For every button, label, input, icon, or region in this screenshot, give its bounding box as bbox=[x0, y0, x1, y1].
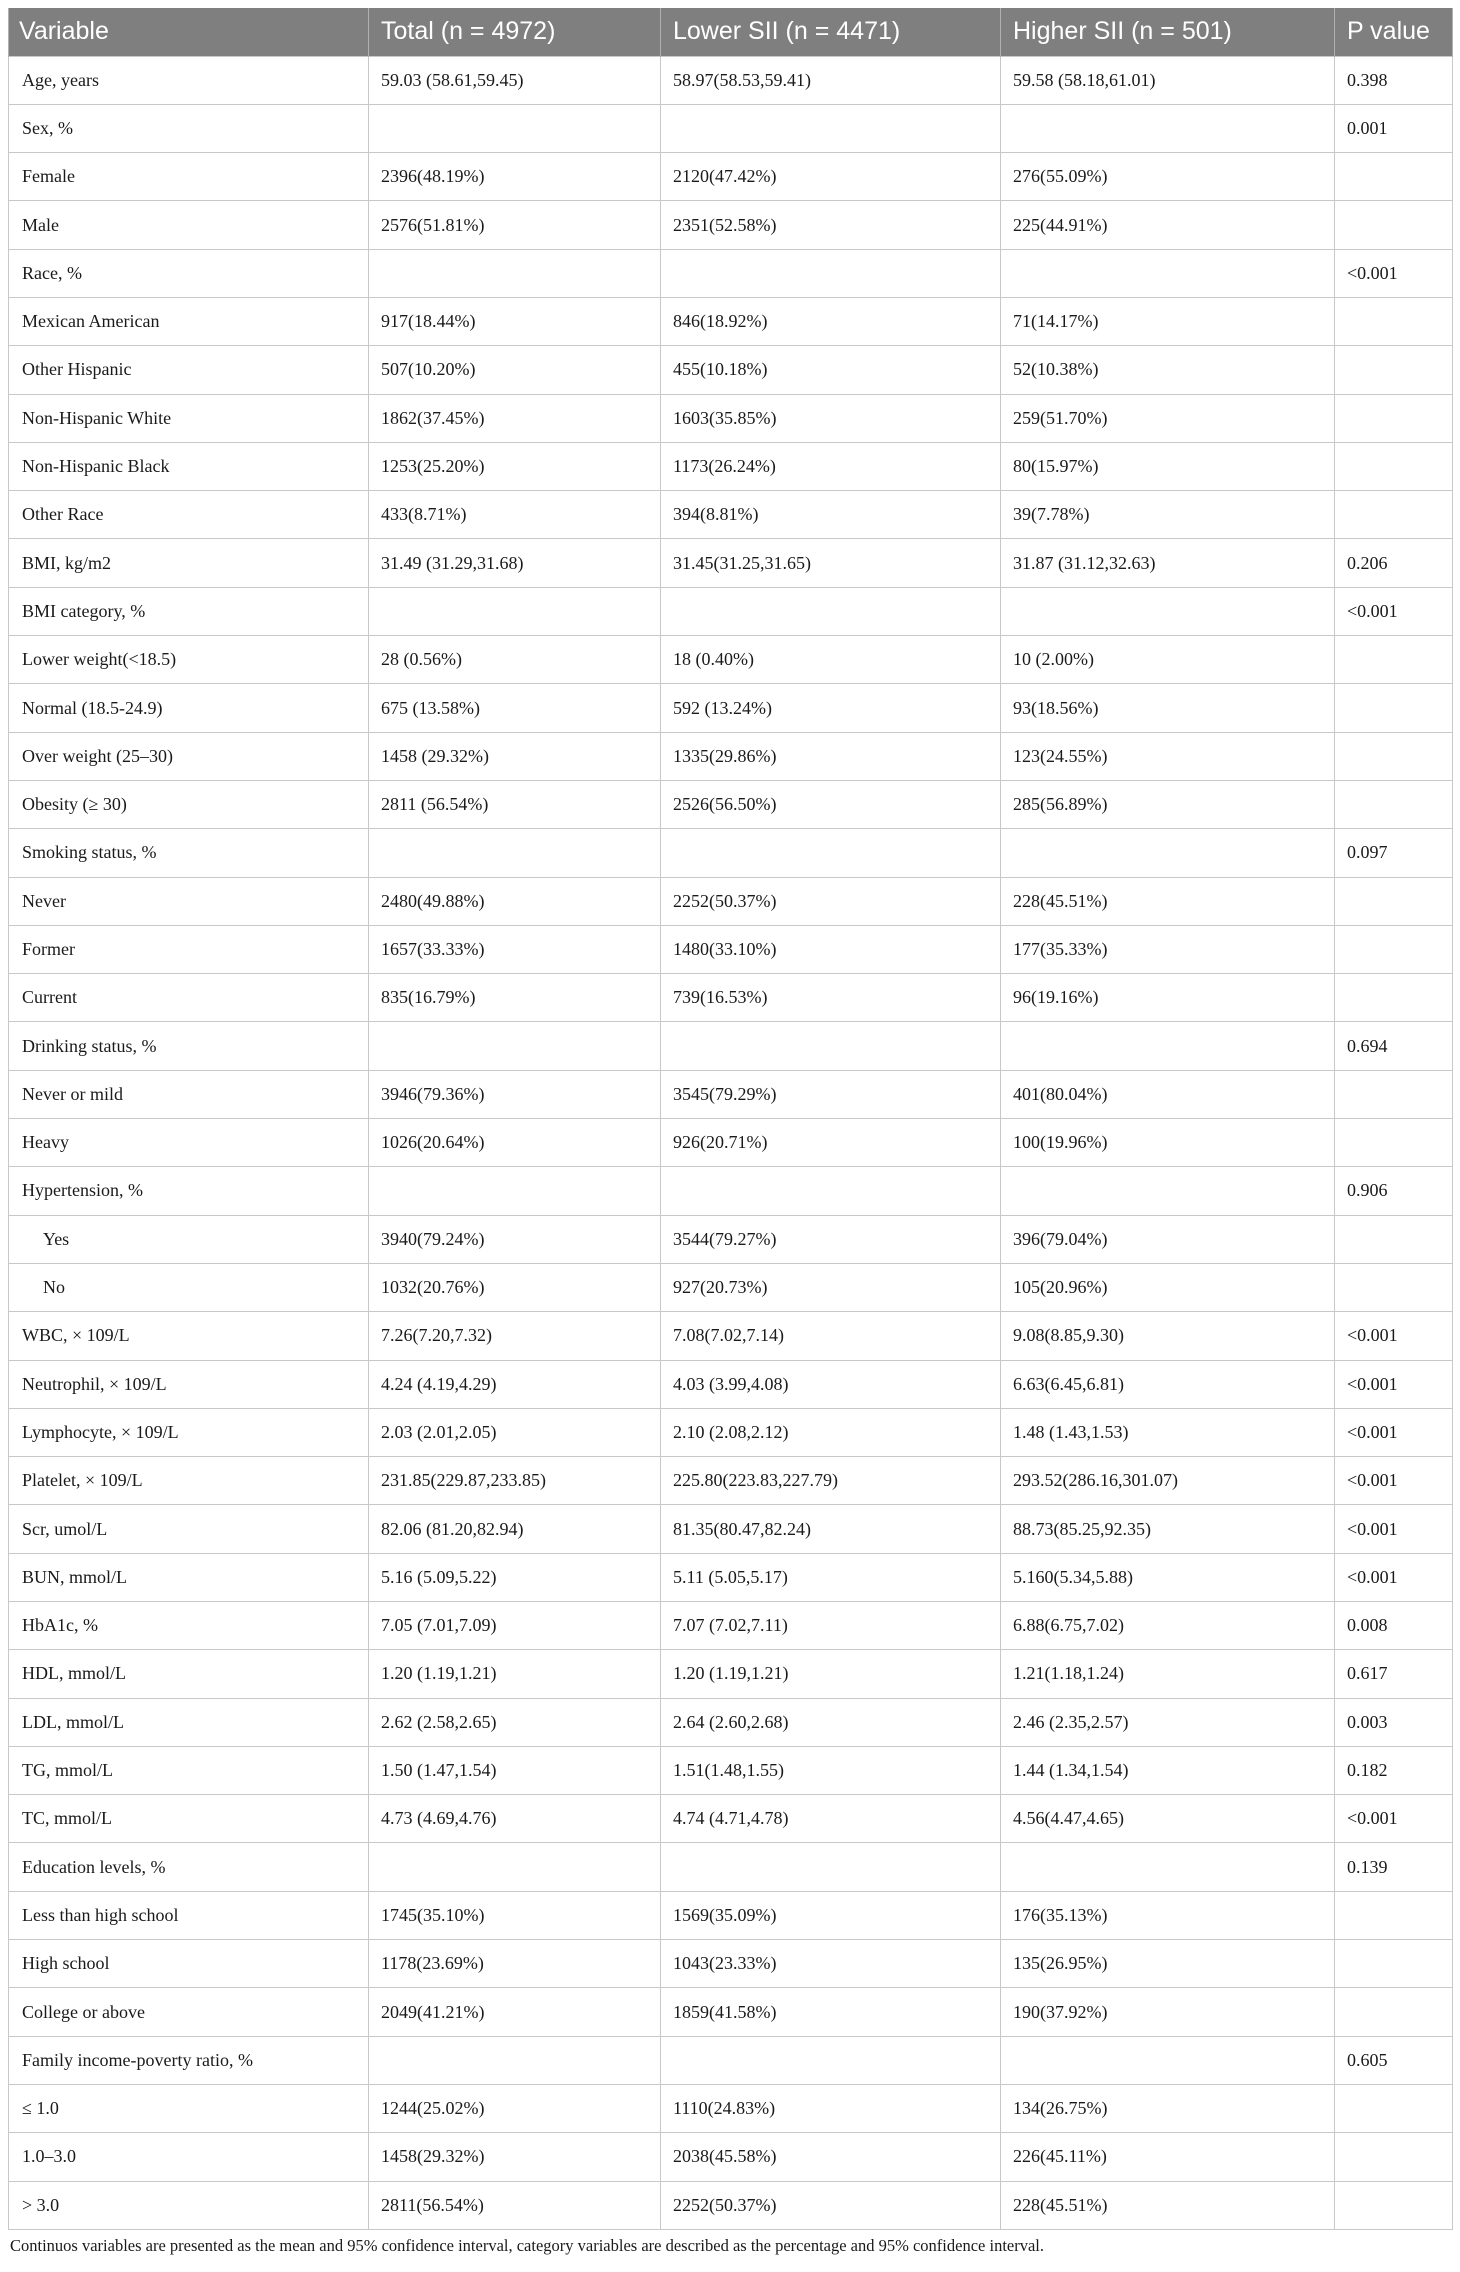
cell-variable: Sex, % bbox=[9, 104, 369, 152]
cell-total bbox=[369, 829, 661, 877]
table-row bbox=[9, 394, 1453, 442]
cell-p-value bbox=[1335, 201, 1453, 249]
cell-higher-sii: 4.56(4.47,4.65) bbox=[1001, 1795, 1335, 1843]
cell-higher-sii: 5.160(5.34,5.88) bbox=[1001, 1553, 1335, 1601]
cell-lower-sii: 2.64 (2.60,2.68) bbox=[661, 1698, 1001, 1746]
cell-higher-sii: 1.44 (1.34,1.54) bbox=[1001, 1746, 1335, 1794]
cell-higher-sii: 228(45.51%) bbox=[1001, 2181, 1335, 2229]
cell-total: 1253(25.20%) bbox=[369, 442, 661, 490]
cell-p-value bbox=[1335, 1263, 1453, 1311]
cell-higher-sii: 39(7.78%) bbox=[1001, 491, 1335, 539]
cell-p-value bbox=[1335, 442, 1453, 490]
cell-p-value: <0.001 bbox=[1335, 587, 1453, 635]
cell-p-value bbox=[1335, 1119, 1453, 1167]
cell-p-value bbox=[1335, 925, 1453, 973]
cell-higher-sii bbox=[1001, 1167, 1335, 1215]
table-footnote: Continuos variables are presented as the mean and 95% confidence interval, category variables are described as the percentage and 95% confidence interval. bbox=[10, 2236, 1045, 2255]
cell-total: 2480(49.88%) bbox=[369, 877, 661, 925]
cell-variable: LDL, mmol/L bbox=[9, 1698, 369, 1746]
cell-higher-sii bbox=[1001, 249, 1335, 297]
cell-lower-sii: 58.97(58.53,59.41) bbox=[661, 56, 1001, 104]
cell-total: 28 (0.56%) bbox=[369, 636, 661, 684]
cell-total: 835(16.79%) bbox=[369, 974, 661, 1022]
cell-variable: Never or mild bbox=[9, 1070, 369, 1118]
cell-variable: Non-Hispanic White bbox=[9, 394, 369, 442]
cell-variable: Non-Hispanic Black bbox=[9, 442, 369, 490]
table-row bbox=[9, 201, 1453, 249]
cell-lower-sii: 1603(35.85%) bbox=[661, 394, 1001, 442]
cell-variable: Female bbox=[9, 153, 369, 201]
table-row bbox=[9, 249, 1453, 297]
cell-total bbox=[369, 104, 661, 152]
cell-higher-sii: 93(18.56%) bbox=[1001, 684, 1335, 732]
cell-total: 59.03 (58.61,59.45) bbox=[369, 56, 661, 104]
cell-p-value: <0.001 bbox=[1335, 1795, 1453, 1843]
cell-total: 1244(25.02%) bbox=[369, 2084, 661, 2132]
cell-total bbox=[369, 1843, 661, 1891]
cell-total: 1.20 (1.19,1.21) bbox=[369, 1650, 661, 1698]
table-row bbox=[9, 1505, 1453, 1553]
cell-variable: Other Hispanic bbox=[9, 346, 369, 394]
table-row bbox=[9, 1988, 1453, 2036]
cell-total: 675 (13.58%) bbox=[369, 684, 661, 732]
cell-total: 7.05 (7.01,7.09) bbox=[369, 1602, 661, 1650]
cell-lower-sii: 1480(33.10%) bbox=[661, 925, 1001, 973]
table-row bbox=[9, 1408, 1453, 1456]
table-body bbox=[9, 56, 1453, 2229]
cell-lower-sii: 4.03 (3.99,4.08) bbox=[661, 1360, 1001, 1408]
cell-higher-sii: 80(15.97%) bbox=[1001, 442, 1335, 490]
cell-higher-sii: 6.88(6.75,7.02) bbox=[1001, 1602, 1335, 1650]
header-total: Total (n = 4972) bbox=[369, 8, 661, 56]
header-variable: Variable bbox=[9, 8, 369, 56]
table-row bbox=[9, 346, 1453, 394]
cell-p-value bbox=[1335, 394, 1453, 442]
cell-total: 1.50 (1.47,1.54) bbox=[369, 1746, 661, 1794]
cell-total: 917(18.44%) bbox=[369, 297, 661, 345]
cell-total: 31.49 (31.29,31.68) bbox=[369, 539, 661, 587]
cell-higher-sii: 1.21(1.18,1.24) bbox=[1001, 1650, 1335, 1698]
cell-p-value bbox=[1335, 877, 1453, 925]
cell-total: 1178(23.69%) bbox=[369, 1940, 661, 1988]
table-row bbox=[9, 684, 1453, 732]
cell-total: 82.06 (81.20,82.94) bbox=[369, 1505, 661, 1553]
table-header bbox=[9, 8, 1453, 56]
cell-lower-sii bbox=[661, 1167, 1001, 1215]
cell-p-value: <0.001 bbox=[1335, 1360, 1453, 1408]
cell-higher-sii: 105(20.96%) bbox=[1001, 1263, 1335, 1311]
table-row bbox=[9, 491, 1453, 539]
cell-variable: High school bbox=[9, 1940, 369, 1988]
cell-total bbox=[369, 2036, 661, 2084]
cell-variable: Mexican American bbox=[9, 297, 369, 345]
cell-p-value: 0.001 bbox=[1335, 104, 1453, 152]
table-row bbox=[9, 2036, 1453, 2084]
cell-total: 3946(79.36%) bbox=[369, 1070, 661, 1118]
cell-lower-sii bbox=[661, 1843, 1001, 1891]
cell-p-value: <0.001 bbox=[1335, 1312, 1453, 1360]
cell-variable: Drinking status, % bbox=[9, 1022, 369, 1070]
cell-variable: Never bbox=[9, 877, 369, 925]
cell-total: 4.73 (4.69,4.76) bbox=[369, 1795, 661, 1843]
cell-variable: ≤ 1.0 bbox=[9, 2084, 369, 2132]
cell-p-value: 0.003 bbox=[1335, 1698, 1453, 1746]
table-row bbox=[9, 829, 1453, 877]
cell-total: 2396(48.19%) bbox=[369, 153, 661, 201]
cell-higher-sii: 135(26.95%) bbox=[1001, 1940, 1335, 1988]
table-row bbox=[9, 56, 1453, 104]
cell-lower-sii: 2351(52.58%) bbox=[661, 201, 1001, 249]
cell-total: 231.85(229.87,233.85) bbox=[369, 1457, 661, 1505]
cell-total bbox=[369, 1022, 661, 1070]
cell-variable: Male bbox=[9, 201, 369, 249]
cell-variable: Lymphocyte, × 109/L bbox=[9, 1408, 369, 1456]
cell-total: 2049(41.21%) bbox=[369, 1988, 661, 2036]
cell-variable: Normal (18.5-24.9) bbox=[9, 684, 369, 732]
cell-lower-sii: 1110(24.83%) bbox=[661, 2084, 1001, 2132]
cell-p-value: <0.001 bbox=[1335, 1457, 1453, 1505]
cell-lower-sii bbox=[661, 1022, 1001, 1070]
cell-higher-sii: 6.63(6.45,6.81) bbox=[1001, 1360, 1335, 1408]
cell-variable: No bbox=[9, 1263, 369, 1311]
cell-variable: Age, years bbox=[9, 56, 369, 104]
cell-variable: TC, mmol/L bbox=[9, 1795, 369, 1843]
cell-p-value bbox=[1335, 1940, 1453, 1988]
table-row bbox=[9, 1119, 1453, 1167]
cell-variable: Neutrophil, × 109/L bbox=[9, 1360, 369, 1408]
baseline-characteristics-table bbox=[8, 8, 1453, 2230]
table-row bbox=[9, 104, 1453, 152]
cell-total: 1745(35.10%) bbox=[369, 1891, 661, 1939]
cell-variable: Race, % bbox=[9, 249, 369, 297]
cell-variable: Current bbox=[9, 974, 369, 1022]
cell-lower-sii: 2252(50.37%) bbox=[661, 2181, 1001, 2229]
cell-total: 433(8.71%) bbox=[369, 491, 661, 539]
cell-higher-sii: 225(44.91%) bbox=[1001, 201, 1335, 249]
cell-higher-sii: 285(56.89%) bbox=[1001, 780, 1335, 828]
cell-lower-sii bbox=[661, 829, 1001, 877]
cell-p-value bbox=[1335, 2133, 1453, 2181]
cell-higher-sii: 396(79.04%) bbox=[1001, 1215, 1335, 1263]
cell-p-value bbox=[1335, 1215, 1453, 1263]
cell-variable: > 3.0 bbox=[9, 2181, 369, 2229]
cell-p-value: <0.001 bbox=[1335, 1505, 1453, 1553]
cell-p-value: 0.617 bbox=[1335, 1650, 1453, 1698]
cell-higher-sii bbox=[1001, 829, 1335, 877]
cell-variable: TG, mmol/L bbox=[9, 1746, 369, 1794]
table-row bbox=[9, 2181, 1453, 2229]
cell-higher-sii: 177(35.33%) bbox=[1001, 925, 1335, 973]
table-row bbox=[9, 1022, 1453, 1070]
cell-p-value bbox=[1335, 1070, 1453, 1118]
cell-variable: Former bbox=[9, 925, 369, 973]
cell-p-value bbox=[1335, 636, 1453, 684]
header-lower-sii: Lower SII (n = 4471) bbox=[661, 8, 1001, 56]
cell-higher-sii: 259(51.70%) bbox=[1001, 394, 1335, 442]
cell-lower-sii: 1.51(1.48,1.55) bbox=[661, 1746, 1001, 1794]
cell-p-value: 0.206 bbox=[1335, 539, 1453, 587]
cell-p-value: <0.001 bbox=[1335, 1553, 1453, 1601]
cell-lower-sii: 1569(35.09%) bbox=[661, 1891, 1001, 1939]
cell-lower-sii: 31.45(31.25,31.65) bbox=[661, 539, 1001, 587]
cell-lower-sii bbox=[661, 2036, 1001, 2084]
cell-higher-sii: 2.46 (2.35,2.57) bbox=[1001, 1698, 1335, 1746]
cell-higher-sii: 276(55.09%) bbox=[1001, 153, 1335, 201]
table-row bbox=[9, 1215, 1453, 1263]
cell-total bbox=[369, 1167, 661, 1215]
cell-total: 1657(33.33%) bbox=[369, 925, 661, 973]
cell-p-value bbox=[1335, 153, 1453, 201]
table-row bbox=[9, 1940, 1453, 1988]
cell-variable: Other Race bbox=[9, 491, 369, 539]
cell-p-value: 0.605 bbox=[1335, 2036, 1453, 2084]
cell-lower-sii: 1173(26.24%) bbox=[661, 442, 1001, 490]
table-row bbox=[9, 539, 1453, 587]
cell-higher-sii: 134(26.75%) bbox=[1001, 2084, 1335, 2132]
cell-p-value: 0.097 bbox=[1335, 829, 1453, 877]
cell-total: 2.03 (2.01,2.05) bbox=[369, 1408, 661, 1456]
cell-lower-sii: 739(16.53%) bbox=[661, 974, 1001, 1022]
cell-variable: Lower weight(<18.5) bbox=[9, 636, 369, 684]
table-row bbox=[9, 1263, 1453, 1311]
cell-total: 1458 (29.32%) bbox=[369, 732, 661, 780]
table-row bbox=[9, 1070, 1453, 1118]
cell-p-value bbox=[1335, 2181, 1453, 2229]
cell-lower-sii bbox=[661, 587, 1001, 635]
cell-lower-sii: 1043(23.33%) bbox=[661, 1940, 1001, 1988]
cell-p-value bbox=[1335, 780, 1453, 828]
cell-higher-sii bbox=[1001, 1022, 1335, 1070]
cell-higher-sii: 293.52(286.16,301.07) bbox=[1001, 1457, 1335, 1505]
cell-lower-sii: 4.74 (4.71,4.78) bbox=[661, 1795, 1001, 1843]
cell-total bbox=[369, 249, 661, 297]
cell-p-value: <0.001 bbox=[1335, 1408, 1453, 1456]
cell-variable: Heavy bbox=[9, 1119, 369, 1167]
cell-lower-sii: 3545(79.29%) bbox=[661, 1070, 1001, 1118]
cell-higher-sii: 226(45.11%) bbox=[1001, 2133, 1335, 2181]
cell-p-value bbox=[1335, 974, 1453, 1022]
cell-higher-sii: 10 (2.00%) bbox=[1001, 636, 1335, 684]
cell-higher-sii: 228(45.51%) bbox=[1001, 877, 1335, 925]
cell-variable: BMI, kg/m2 bbox=[9, 539, 369, 587]
cell-variable: Less than high school bbox=[9, 1891, 369, 1939]
cell-variable: BMI category, % bbox=[9, 587, 369, 635]
cell-lower-sii: 1.20 (1.19,1.21) bbox=[661, 1650, 1001, 1698]
cell-variable: BUN, mmol/L bbox=[9, 1553, 369, 1601]
header-p-value: P value bbox=[1335, 8, 1453, 56]
table-row bbox=[9, 1312, 1453, 1360]
table-row bbox=[9, 1360, 1453, 1408]
cell-variable: Obesity (≥ 30) bbox=[9, 780, 369, 828]
cell-lower-sii: 81.35(80.47,82.24) bbox=[661, 1505, 1001, 1553]
cell-total: 1026(20.64%) bbox=[369, 1119, 661, 1167]
cell-variable: Over weight (25–30) bbox=[9, 732, 369, 780]
cell-total: 1862(37.45%) bbox=[369, 394, 661, 442]
cell-variable: Smoking status, % bbox=[9, 829, 369, 877]
table-row bbox=[9, 1457, 1453, 1505]
cell-variable: HbA1c, % bbox=[9, 1602, 369, 1650]
table-row bbox=[9, 1650, 1453, 1698]
cell-p-value bbox=[1335, 491, 1453, 539]
cell-total: 7.26(7.20,7.32) bbox=[369, 1312, 661, 1360]
table-row bbox=[9, 636, 1453, 684]
cell-p-value: 0.694 bbox=[1335, 1022, 1453, 1070]
cell-lower-sii: 592 (13.24%) bbox=[661, 684, 1001, 732]
cell-variable: WBC, × 109/L bbox=[9, 1312, 369, 1360]
cell-p-value: 0.906 bbox=[1335, 1167, 1453, 1215]
cell-lower-sii: 927(20.73%) bbox=[661, 1263, 1001, 1311]
table-row bbox=[9, 1843, 1453, 1891]
cell-variable: Education levels, % bbox=[9, 1843, 369, 1891]
cell-lower-sii: 926(20.71%) bbox=[661, 1119, 1001, 1167]
cell-p-value: 0.182 bbox=[1335, 1746, 1453, 1794]
cell-variable: Hypertension, % bbox=[9, 1167, 369, 1215]
cell-higher-sii bbox=[1001, 2036, 1335, 2084]
cell-p-value bbox=[1335, 1891, 1453, 1939]
table-row bbox=[9, 974, 1453, 1022]
cell-lower-sii: 7.08(7.02,7.14) bbox=[661, 1312, 1001, 1360]
table-row bbox=[9, 1891, 1453, 1939]
table-row bbox=[9, 153, 1453, 201]
header-row bbox=[9, 8, 1453, 56]
cell-p-value: 0.139 bbox=[1335, 1843, 1453, 1891]
cell-lower-sii: 846(18.92%) bbox=[661, 297, 1001, 345]
cell-p-value: 0.008 bbox=[1335, 1602, 1453, 1650]
cell-higher-sii: 100(19.96%) bbox=[1001, 1119, 1335, 1167]
cell-total: 1458(29.32%) bbox=[369, 2133, 661, 2181]
cell-p-value bbox=[1335, 2084, 1453, 2132]
cell-lower-sii: 2.10 (2.08,2.12) bbox=[661, 1408, 1001, 1456]
cell-higher-sii bbox=[1001, 104, 1335, 152]
cell-p-value bbox=[1335, 297, 1453, 345]
cell-lower-sii: 7.07 (7.02,7.11) bbox=[661, 1602, 1001, 1650]
cell-variable: College or above bbox=[9, 1988, 369, 2036]
cell-variable: HDL, mmol/L bbox=[9, 1650, 369, 1698]
cell-p-value bbox=[1335, 1988, 1453, 2036]
cell-lower-sii: 455(10.18%) bbox=[661, 346, 1001, 394]
table-row bbox=[9, 877, 1453, 925]
cell-higher-sii: 123(24.55%) bbox=[1001, 732, 1335, 780]
cell-total: 5.16 (5.09,5.22) bbox=[369, 1553, 661, 1601]
cell-variable: Family income-poverty ratio, % bbox=[9, 2036, 369, 2084]
cell-lower-sii: 5.11 (5.05,5.17) bbox=[661, 1553, 1001, 1601]
cell-higher-sii: 71(14.17%) bbox=[1001, 297, 1335, 345]
cell-variable: 1.0–3.0 bbox=[9, 2133, 369, 2181]
cell-higher-sii: 1.48 (1.43,1.53) bbox=[1001, 1408, 1335, 1456]
cell-higher-sii: 96(19.16%) bbox=[1001, 974, 1335, 1022]
cell-higher-sii bbox=[1001, 587, 1335, 635]
cell-lower-sii: 1335(29.86%) bbox=[661, 732, 1001, 780]
table-row bbox=[9, 925, 1453, 973]
cell-total bbox=[369, 587, 661, 635]
table-row bbox=[9, 780, 1453, 828]
table-row bbox=[9, 1167, 1453, 1215]
cell-p-value bbox=[1335, 684, 1453, 732]
table-row bbox=[9, 1553, 1453, 1601]
cell-total: 2811 (56.54%) bbox=[369, 780, 661, 828]
cell-p-value: 0.398 bbox=[1335, 56, 1453, 104]
table-container bbox=[8, 8, 1452, 2230]
cell-lower-sii bbox=[661, 104, 1001, 152]
cell-lower-sii: 2526(56.50%) bbox=[661, 780, 1001, 828]
table-row bbox=[9, 2133, 1453, 2181]
cell-total: 507(10.20%) bbox=[369, 346, 661, 394]
table-row bbox=[9, 2084, 1453, 2132]
table-row bbox=[9, 442, 1453, 490]
cell-higher-sii bbox=[1001, 1843, 1335, 1891]
table-row bbox=[9, 1746, 1453, 1794]
cell-total: 2576(51.81%) bbox=[369, 201, 661, 249]
cell-total: 3940(79.24%) bbox=[369, 1215, 661, 1263]
cell-higher-sii: 9.08(8.85,9.30) bbox=[1001, 1312, 1335, 1360]
cell-higher-sii: 190(37.92%) bbox=[1001, 1988, 1335, 2036]
cell-higher-sii: 52(10.38%) bbox=[1001, 346, 1335, 394]
cell-p-value bbox=[1335, 346, 1453, 394]
header-higher-sii: Higher SII (n = 501) bbox=[1001, 8, 1335, 56]
cell-lower-sii bbox=[661, 249, 1001, 297]
cell-lower-sii: 2252(50.37%) bbox=[661, 877, 1001, 925]
table-row bbox=[9, 1795, 1453, 1843]
table-row bbox=[9, 587, 1453, 635]
cell-higher-sii: 88.73(85.25,92.35) bbox=[1001, 1505, 1335, 1553]
cell-variable: Yes bbox=[9, 1215, 369, 1263]
cell-lower-sii: 2038(45.58%) bbox=[661, 2133, 1001, 2181]
cell-lower-sii: 225.80(223.83,227.79) bbox=[661, 1457, 1001, 1505]
cell-lower-sii: 394(8.81%) bbox=[661, 491, 1001, 539]
cell-p-value bbox=[1335, 732, 1453, 780]
table-row bbox=[9, 732, 1453, 780]
cell-higher-sii: 31.87 (31.12,32.63) bbox=[1001, 539, 1335, 587]
cell-total: 1032(20.76%) bbox=[369, 1263, 661, 1311]
cell-higher-sii: 59.58 (58.18,61.01) bbox=[1001, 56, 1335, 104]
cell-higher-sii: 401(80.04%) bbox=[1001, 1070, 1335, 1118]
cell-lower-sii: 1859(41.58%) bbox=[661, 1988, 1001, 2036]
cell-total: 2.62 (2.58,2.65) bbox=[369, 1698, 661, 1746]
cell-lower-sii: 2120(47.42%) bbox=[661, 153, 1001, 201]
cell-total: 4.24 (4.19,4.29) bbox=[369, 1360, 661, 1408]
cell-higher-sii: 176(35.13%) bbox=[1001, 1891, 1335, 1939]
cell-variable: Platelet, × 109/L bbox=[9, 1457, 369, 1505]
cell-lower-sii: 3544(79.27%) bbox=[661, 1215, 1001, 1263]
cell-total: 2811(56.54%) bbox=[369, 2181, 661, 2229]
table-row bbox=[9, 1602, 1453, 1650]
cell-p-value: <0.001 bbox=[1335, 249, 1453, 297]
cell-variable: Scr, umol/L bbox=[9, 1505, 369, 1553]
table-row bbox=[9, 1698, 1453, 1746]
table-row bbox=[9, 297, 1453, 345]
cell-lower-sii: 18 (0.40%) bbox=[661, 636, 1001, 684]
